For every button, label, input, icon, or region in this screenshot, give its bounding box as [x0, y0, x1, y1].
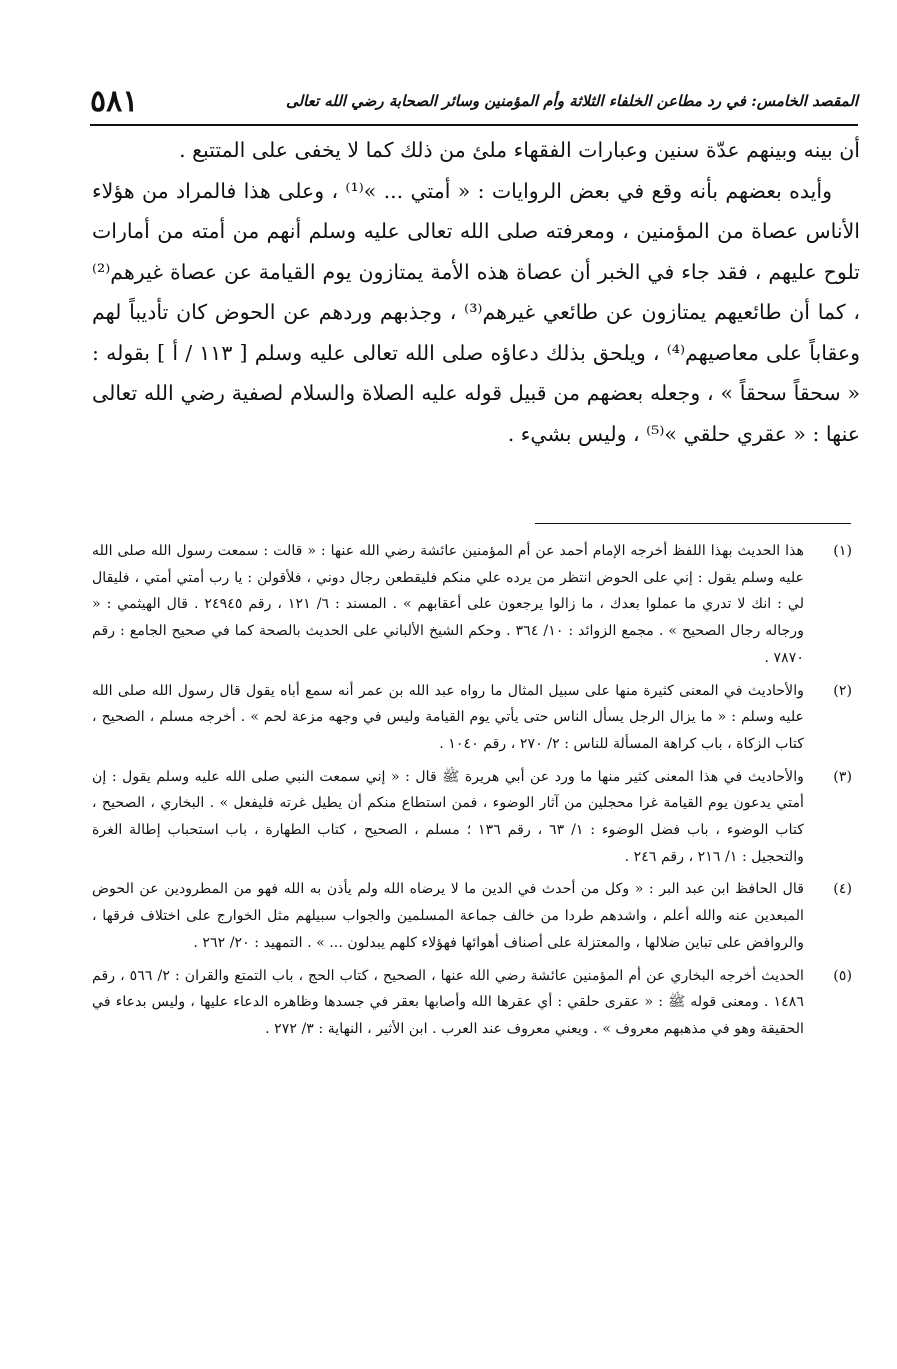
footnote-text: هذا الحديث بهذا اللفظ أخرجه الإمام أحمد عن أم المؤمنين عائشة رضي الله عنها : « قالت : سمعت رسول الله صلى الله عليه وسلم يقول : إني على الحوض انتظر من يرده علي منكم فليقطعن رجال دوني ، فلأقولن : يا رب أمتي أمتي ، فليقال لي : انك لا تدري ما عملوا بعدك ، ما زالوا يرجعون على أعقابهم » . المسند : ٦/ ١٢١ ، رقم ٢٤٩٤٥ . قال الهيثمي : « ورجاله رجال الصحيح » . مجمع الزوائد : ١٠/ ٣٦٤ . وحكم الشيخ الألباني على الحديث بالصحة كما في صحيح الجامع : رقم ٧٨٧٠ .: [92, 543, 805, 666]
footnote-number: (٣): [833, 768, 852, 785]
footnote-number: (٤): [833, 881, 852, 898]
footnote-text: والأحاديث في هذا المعنى كثير منها ما ورد عن أبي هريرة ﷺ قال : « إني سمعت النبي صلى الله عليه وسلم يقول : إن أمتي يدعون يوم القيامة غرا محجلين من آثار الوضوء ، فمن استطاع منكم أن يطيل غرته فليفعل » . البخاري ، الصحيح ، كتاب الوضوء ، باب فضل الوضوء : ١/ ٦٣ ، رقم ١٣٦ ؛ مسلم ، الصحيح ، كتاب الطهارة ، باب استحباب إطالة الغرة والتحجيل : ١/ ٢١٦ ، رقم ٢٤٦ .: [92, 768, 804, 865]
footnote: [92, 538, 852, 672]
footnote-number: (٢): [833, 682, 852, 699]
paragraph: أن بينه وبينهم عدّة سنين وعبارات الفقهاء ملئ من ذلك كما لا يخفى على المتتبع .: [179, 138, 860, 162]
footnote-text: قال الحافظ ابن عبد البر : « وكل من أحدث في الدين ما لا يرضاه الله ولم يأذن به الله فهو من المطرودين عن الحوض المبعدين عنه والله أعلم ، واشدهم طردا من خالف جماعة المسلمين والجواب سبيلهم مثل الخوارج على اختلاف فرقها ، والروافض على تباين ضلالها ، والمعتزلة على أصناف أهوائها فهؤلاء كلهم يبدلون ... » . التمهيد : ٢٠/ ٢٦٢ .: [92, 881, 804, 951]
footnote: [92, 876, 852, 956]
footnote-text: الحديث أخرجه البخاري عن أم المؤمنين عائشة رضي الله عنها ، الصحيح ، كتاب الحج ، باب التمتع والقران : ٢/ ٥٦٦ ، رقم ١٤٨٦ . ومعنى قوله ﷺ : « عقرى حلقي : أي عقرها الله وأصابها بعقر في جسدها وظاهره الدعاء عليها ، وليس بدعاء في الحقيقة وهو في مذهبهم معروف » . ويعني معروف عند العرب . ابن الأثير ، النهاية : ٣/ ٢٧٢ .: [92, 967, 804, 1037]
footnote: [92, 963, 852, 1043]
paragraph: وأيده بعضهم بأنه وقع في بعض الروايات : « أمتي ... »⁽¹⁾ ، وعلى هذا فالمراد من هؤلاء الأناس عصاة من المؤمنين ، ومعرفته صلى الله تعالى عليه وسلم أنهم من أمته من أمارات تلوح عليهم ، فقد جاء في الخبر أن عصاة هذه الأمة يمتازون يوم القيامة عن عصاة غيرهم⁽²⁾ ، كما أن طائعيهم يمتازون عن طائعي غيرهم⁽³⁾ ، وجذبهم وردهم عن الحوض كان تأديباً لهم وعقاباً على معاصيهم⁽⁴⁾ ، ويلحق بذلك دعاؤه صلى الله تعالى عليه وسلم [ ١١٣ / أ ] بقوله : « سحقاً سحقاً » ، وجعله بعضهم من قبيل قوله عليه الصلاة والسلام لصفية رضي الله تعالى عنها : « عقري حلقي »⁽⁵⁾ ، وليس بشيء .: [92, 178, 860, 446]
footnote-number: (٥): [833, 967, 852, 984]
footnote: [92, 764, 852, 871]
footnote-number: (١): [833, 543, 852, 559]
page-header: [90, 80, 858, 126]
footnotes: [92, 538, 852, 1049]
footnote-separator: [535, 523, 851, 524]
page-number: ٥٨١: [90, 84, 139, 119]
running-title: المقصد الخامس: في رد مطاعن الخلفاء الثلاثة وأم المؤمنين وسائر الصحابة رضي الله تعالى: [285, 92, 858, 110]
main-text: [92, 130, 860, 454]
footnote: [92, 678, 852, 758]
footnote-text: والأحاديث في المعنى كثيرة منها على سبيل المثال ما رواه عبد الله بن عمر أنه سمع أباه يقول قال رسول الله صلى الله عليه وسلم : « ما يزال الرجل يسأل الناس حتى يأتي يوم القيامة وليس في وجهه مزعة لحم » . أخرجه مسلم ، الصحيح ، كتاب الزكاة ، باب كراهة المسألة للناس : ٢/ ٢٧٠ ، رقم ١٠٤٠ .: [92, 682, 804, 752]
